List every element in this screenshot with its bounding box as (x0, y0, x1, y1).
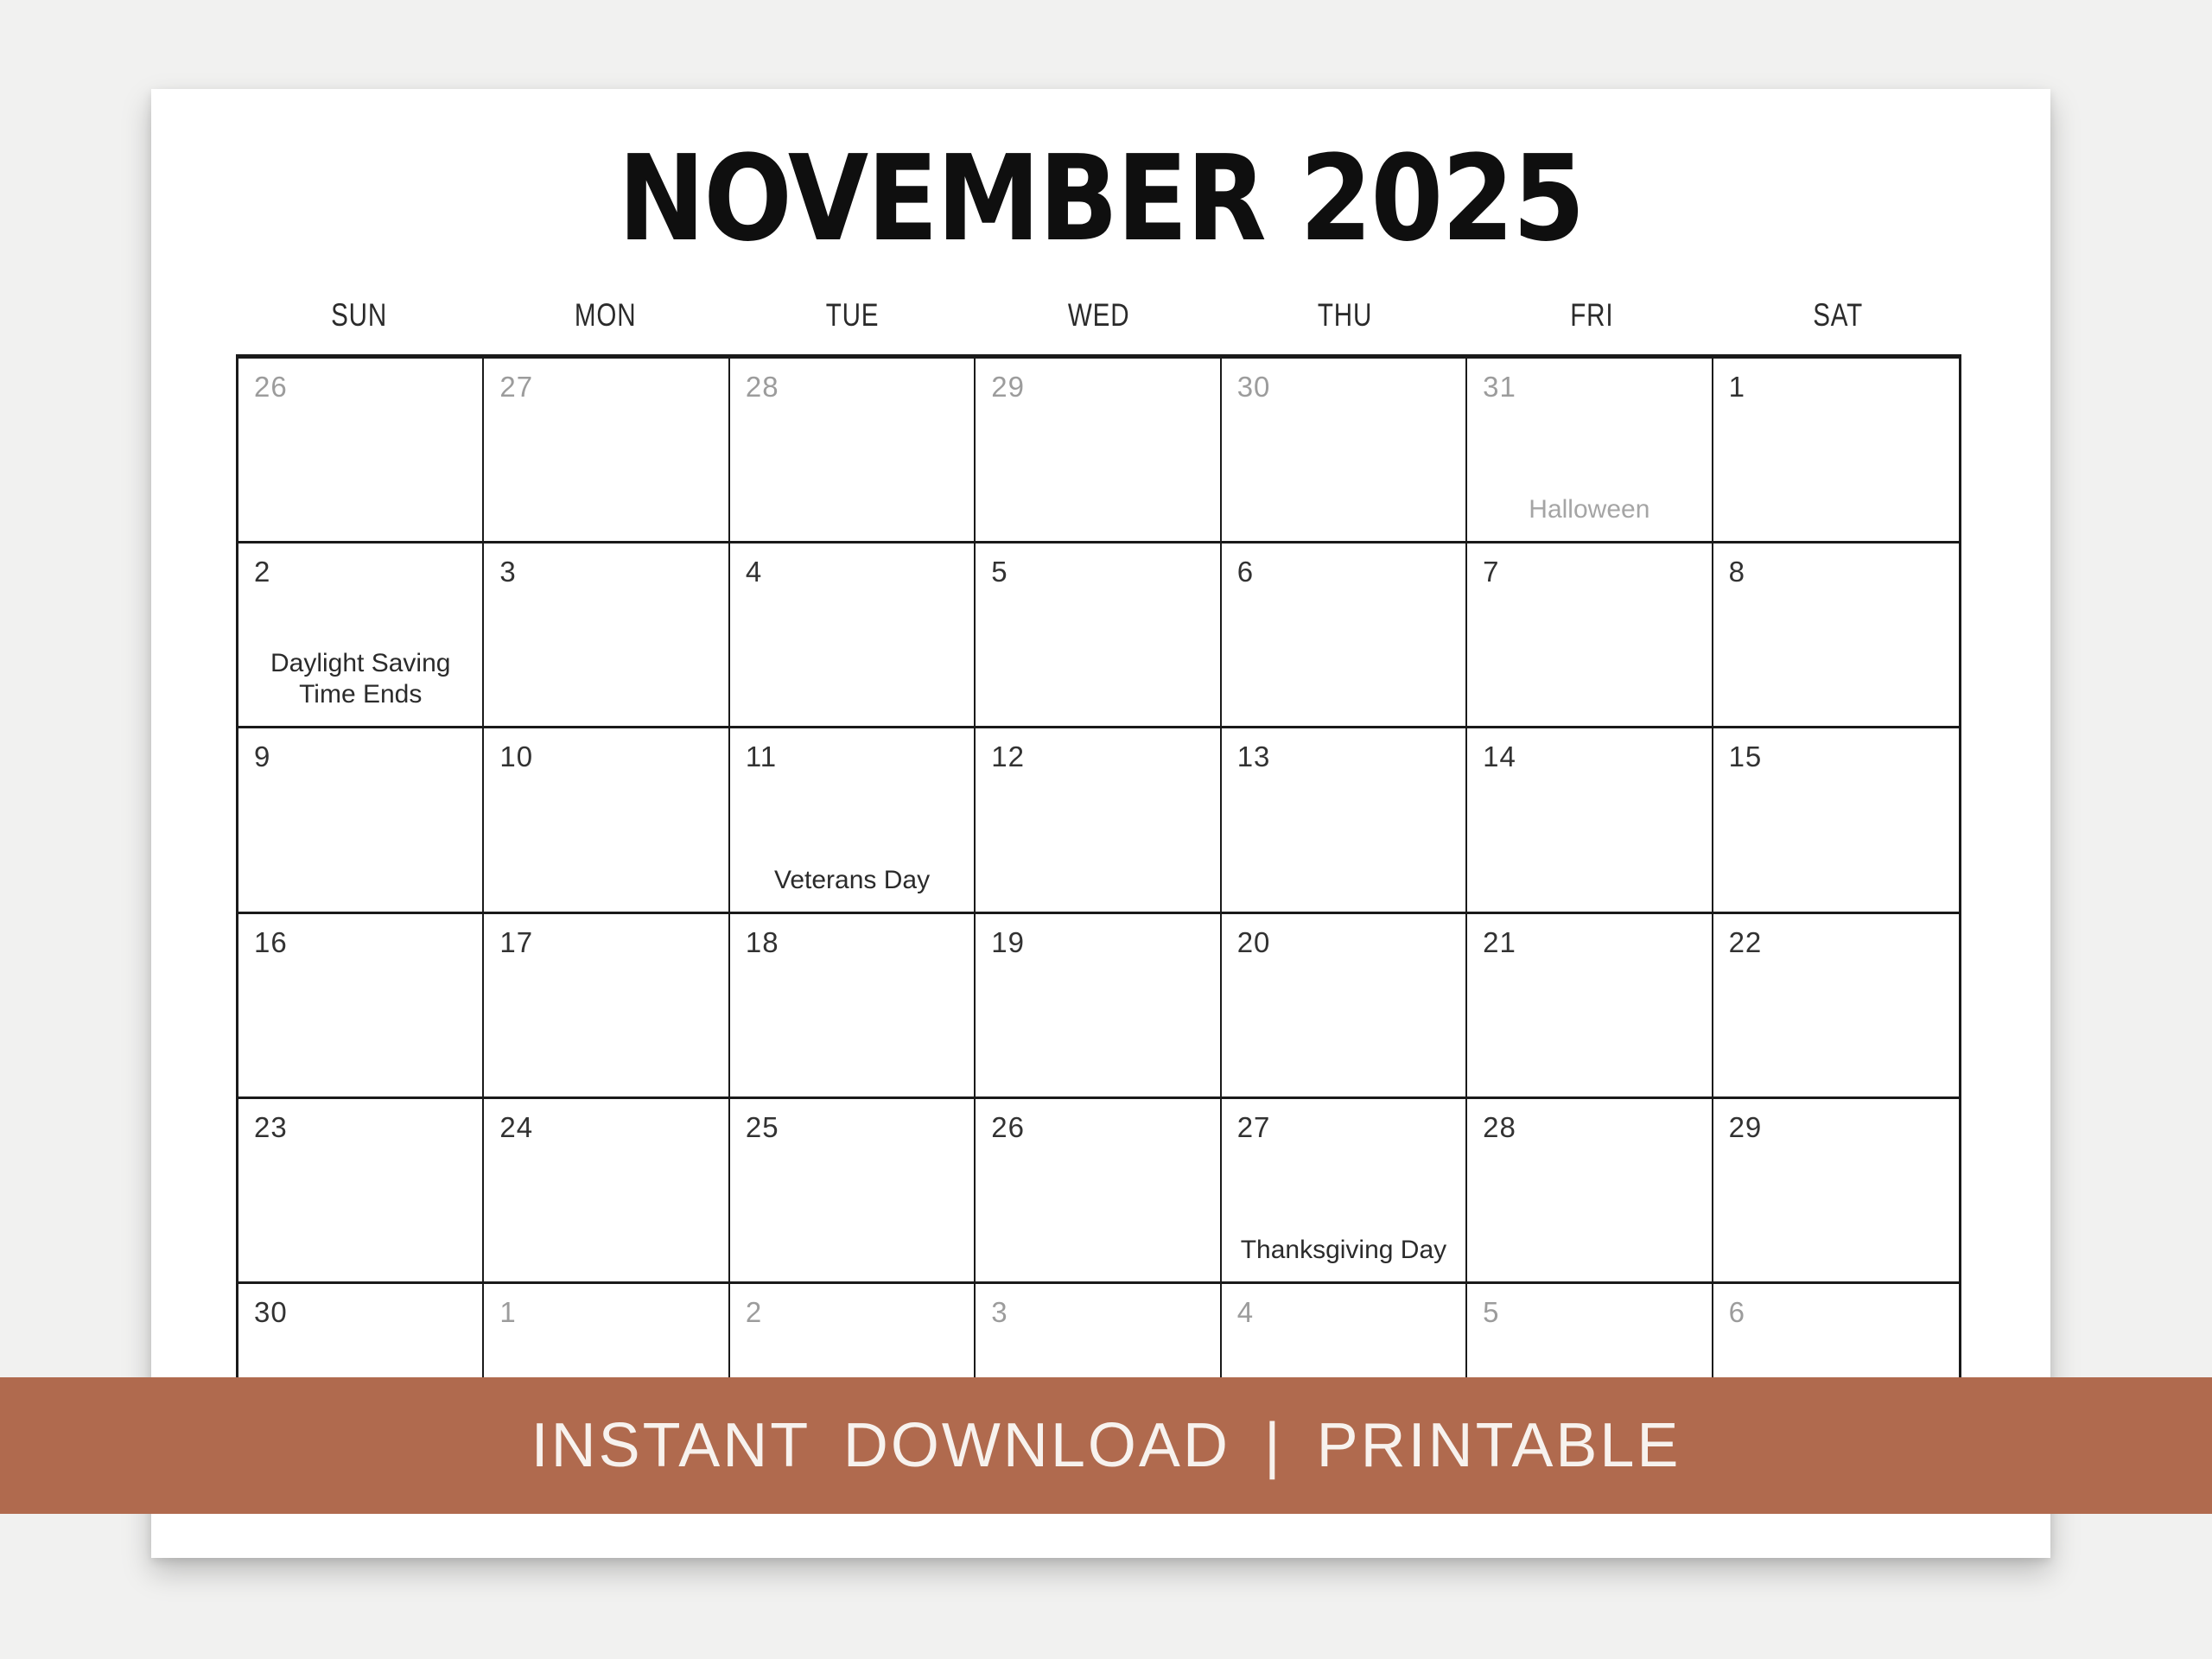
day-cell (1467, 728, 1713, 913)
day-number: 17 (499, 925, 534, 958)
day-cell (976, 1099, 1221, 1284)
day-number: 27 (499, 371, 534, 403)
day-number: 21 (1483, 925, 1516, 958)
day-cell (238, 543, 484, 728)
weekday-label-sat: SAT (1813, 297, 1864, 333)
weekday-label-tue: TUE (825, 297, 880, 333)
day-number: 31 (1483, 371, 1516, 403)
day-cell (976, 359, 1221, 543)
day-number: 11 (745, 741, 778, 773)
day-number: 2 (745, 1295, 763, 1328)
day-number: 9 (254, 741, 271, 773)
weekday-label-mon: MON (575, 297, 637, 333)
day-number: 28 (1483, 1110, 1516, 1143)
day-cell (1713, 914, 1959, 1099)
day-number: 3 (991, 1295, 1008, 1328)
day-cell (976, 728, 1221, 913)
weekday-label-sun: SUN (331, 297, 388, 333)
calendar-month-title: NOVEMBER 2025 (618, 130, 1584, 268)
day-cell (1467, 1099, 1713, 1284)
calendar-page (151, 89, 2050, 1558)
day-number: 25 (745, 1110, 779, 1143)
day-cell (238, 728, 484, 913)
day-number: 30 (1236, 371, 1271, 403)
weekday-label-wed: WED (1067, 297, 1130, 333)
day-number: 6 (1728, 1295, 1745, 1328)
day-cell (1467, 359, 1713, 543)
day-cell (1222, 359, 1467, 543)
day-cell (1713, 728, 1959, 913)
day-cell (238, 1099, 484, 1284)
day-cell (1222, 543, 1467, 728)
day-cell (1467, 914, 1713, 1099)
day-number: 22 (1728, 925, 1763, 958)
day-number: 24 (499, 1110, 534, 1143)
day-cell (238, 914, 484, 1099)
day-cell (484, 543, 729, 728)
holiday-label: Daylight Saving Time Ends (270, 649, 451, 709)
day-cell (1467, 543, 1713, 728)
day-number: 28 (745, 371, 779, 403)
holiday-label: Veterans Day (774, 865, 931, 894)
day-number: 6 (1236, 556, 1255, 588)
day-cell (730, 728, 976, 913)
day-number: 12 (991, 741, 1025, 773)
day-cell (484, 914, 729, 1099)
day-cell (730, 359, 976, 543)
day-number: 4 (1236, 1295, 1255, 1328)
calendar-grid (236, 354, 1961, 1471)
weekday-label-thu: THU (1318, 297, 1373, 333)
day-number: 26 (254, 371, 288, 403)
day-cell (1222, 1099, 1467, 1284)
day-cell (238, 359, 484, 543)
day-number: 27 (1236, 1110, 1271, 1143)
day-cell (976, 543, 1221, 728)
day-number: 7 (1483, 556, 1500, 588)
day-number: 8 (1728, 556, 1745, 588)
day-number: 30 (254, 1295, 288, 1328)
day-number: 29 (1728, 1110, 1763, 1143)
day-cell (1713, 359, 1959, 543)
promo-banner-text: INSTANT DOWNLOAD | PRINTABLE (531, 1411, 1681, 1480)
day-number: 15 (1728, 741, 1763, 773)
day-number: 1 (499, 1295, 517, 1328)
day-number: 2 (254, 556, 271, 588)
day-cell (484, 728, 729, 913)
day-number: 5 (1483, 1295, 1500, 1328)
day-cell (484, 1099, 729, 1284)
day-number: 4 (745, 556, 763, 588)
day-number: 3 (499, 556, 517, 588)
day-number: 16 (254, 925, 288, 958)
day-cell (730, 543, 976, 728)
day-cell (1222, 914, 1467, 1099)
day-number: 13 (1236, 741, 1271, 773)
day-cell (1222, 728, 1467, 913)
day-number: 19 (991, 925, 1025, 958)
promo-banner (0, 1377, 2212, 1514)
weekday-label-fri: FRI (1570, 297, 1614, 333)
day-number: 26 (991, 1110, 1025, 1143)
day-number: 23 (254, 1110, 288, 1143)
weekday-header-row (236, 296, 1961, 334)
day-cell (730, 1099, 976, 1284)
day-number: 20 (1236, 925, 1271, 958)
day-number: 1 (1728, 371, 1745, 403)
day-cell (1713, 543, 1959, 728)
day-cell (730, 914, 976, 1099)
day-number: 18 (745, 925, 779, 958)
day-cell (976, 914, 1221, 1099)
day-number: 5 (991, 556, 1008, 588)
day-number: 14 (1483, 741, 1516, 773)
day-number: 29 (991, 371, 1025, 403)
day-number: 10 (499, 741, 534, 773)
day-cell (484, 359, 729, 543)
day-cell (1713, 1099, 1959, 1284)
holiday-label: Halloween (1529, 495, 1650, 524)
holiday-label: Thanksgiving Day (1240, 1235, 1447, 1264)
